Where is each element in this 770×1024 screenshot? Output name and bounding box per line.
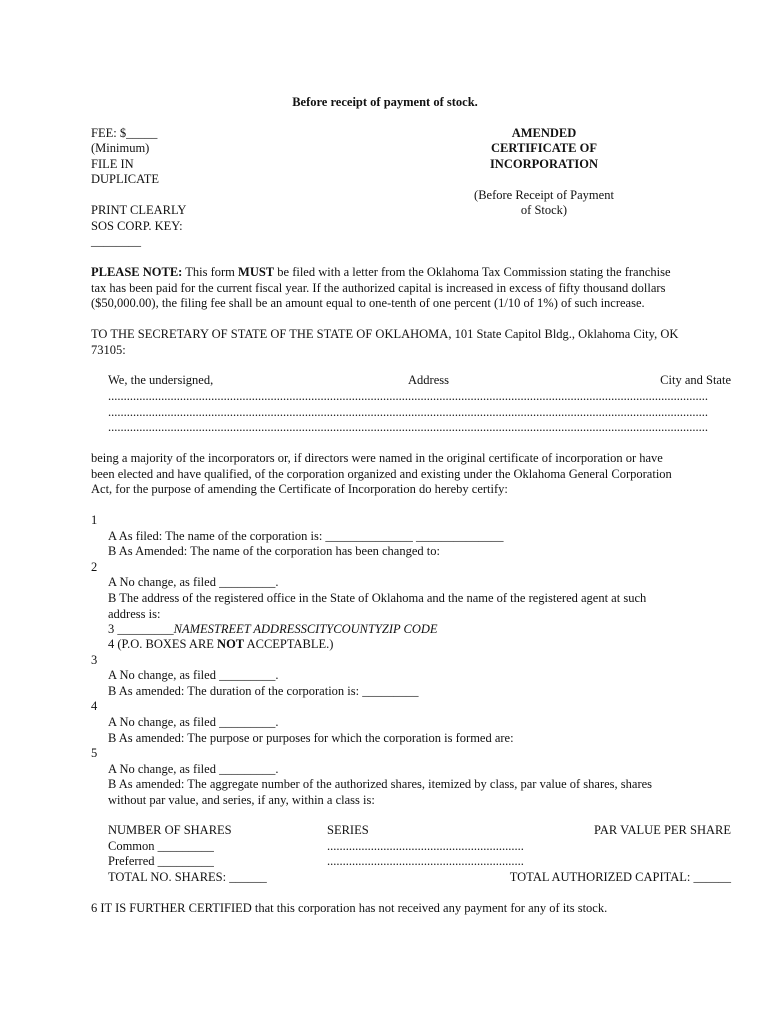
shares-header-par-value: PAR VALUE PER SHARE	[594, 823, 731, 837]
duplicate-label: DUPLICATE	[91, 172, 160, 186]
file-in-label: FILE IN	[91, 157, 134, 171]
signers-column-city-state: City and State	[660, 373, 731, 387]
shares-header-number: NUMBER OF SHARES	[108, 823, 232, 837]
shares-row-preferred: Preferred _________	[108, 854, 214, 868]
please-note-label: PLEASE NOTE:	[91, 265, 183, 279]
sos-key-label: SOS CORP. KEY:	[91, 219, 183, 233]
signer-dotted-line-3: ................................................................................................................................................................................................	[108, 420, 708, 434]
signers-column-address: Address	[408, 373, 449, 387]
doc-subheading-line1: (Before Receipt of Payment	[474, 188, 614, 202]
shares-row-common: Common _________	[108, 839, 214, 853]
minimum-label: (Minimum)	[91, 141, 150, 155]
not-emphasis: NOT	[217, 637, 245, 651]
sos-key-blank: ________	[91, 234, 141, 248]
series-dotted-line-1: ...............................................................	[327, 839, 524, 853]
section-2-address-fields: 3 _________NAMESTREET ADDRESSCITYCOUNTYZIP CODE	[108, 622, 438, 636]
section-3-no-change: A No change, as filed _________.	[108, 668, 279, 682]
section-2-po-box-note: 4 (P.O. BOXES ARE NOT ACCEPTABLE.)	[108, 637, 334, 651]
section-4-no-change: A No change, as filed _________.	[108, 715, 279, 729]
intro-paragraph: being a majority of the incorporators or, if directors were named in the original certificate of incorporation or have been elected and have qualified, of the corporation organized and existing under the Oklahoma General Corporation Act, for the purpose of amending the Certificate of Incorporation do hereby certify:	[91, 451, 672, 496]
section-1-as-amended: B As Amended: The name of the corporation has been changed to:	[108, 544, 440, 558]
signer-dotted-line-2: ................................................................................................................................................................................................	[108, 405, 708, 419]
section-2-no-change: A No change, as filed _________.	[108, 575, 279, 589]
address-field-labels: NAMESTREET ADDRESSCITYCOUNTYZIP CODE	[173, 622, 438, 636]
section-1-number: 1	[91, 513, 98, 527]
section-3-duration: B As amended: The duration of the corporation is: _________	[108, 684, 419, 698]
section-5-authorized-shares: B As amended: The aggregate number of the authorized shares, itemized by class, par value of shares, shares without par value, and series, if any, within a class is:	[108, 777, 653, 807]
doc-heading-line2: CERTIFICATE OF	[491, 141, 597, 155]
section-4-purpose: B As amended: The purpose or purposes for which the corporation is formed are:	[108, 731, 514, 745]
section-2-number: 2	[91, 560, 98, 574]
section-2-registered-office: B The address of the registered office in the State of Oklahoma and the name of the registered agent at such address is:	[108, 591, 647, 621]
series-dotted-line-2: ...............................................................	[327, 854, 524, 868]
must-emphasis: MUST	[238, 265, 275, 279]
doc-subheading-line2: of Stock)	[520, 203, 568, 217]
section-4-number: 4	[91, 699, 98, 713]
total-authorized-capital: TOTAL AUTHORIZED CAPITAL: ______	[509, 870, 731, 884]
shares-header-series: SERIES	[327, 823, 369, 837]
section-5-no-change: A No change, as filed _________.	[108, 762, 279, 776]
total-shares: TOTAL NO. SHARES: ______	[108, 870, 267, 884]
signers-column-undersigned: We, the undersigned,	[108, 373, 214, 387]
closing-certification: 6 IT IS FURTHER CERTIFIED that this corporation has not received any payment for any of its stock.	[91, 901, 608, 915]
addressee-paragraph: TO THE SECRETARY OF STATE OF THE STATE OF OKLAHOMA, 101 State Capitol Bldg., Oklahoma City, OK 73105:	[91, 327, 679, 357]
form-title: Before receipt of payment of stock.	[292, 95, 478, 109]
doc-heading-line1: AMENDED	[511, 126, 577, 140]
doc-heading-line3: INCORPORATION	[489, 157, 599, 171]
signer-dotted-line-1: ................................................................................................................................................................................................	[108, 389, 708, 403]
section-1-as-filed: A As filed: The name of the corporation is: ______________ ______________	[108, 529, 504, 543]
section-3-number: 3	[91, 653, 98, 667]
print-clearly-label: PRINT CLEARLY	[91, 203, 187, 217]
section-5-number: 5	[91, 746, 98, 760]
fee-line: FEE: $_____	[91, 126, 158, 140]
please-note-paragraph: PLEASE NOTE: This form MUST be filed with a letter from the Oklahoma Tax Commission stating the franchise tax has been paid for the current fiscal year. If the authorized capital is increased in excess of fifty thousand dollars ($50,000.00), the filing fee shall be an amount equal to one-tenth of one percent (1/10 of 1%) of such increase.	[91, 265, 671, 310]
